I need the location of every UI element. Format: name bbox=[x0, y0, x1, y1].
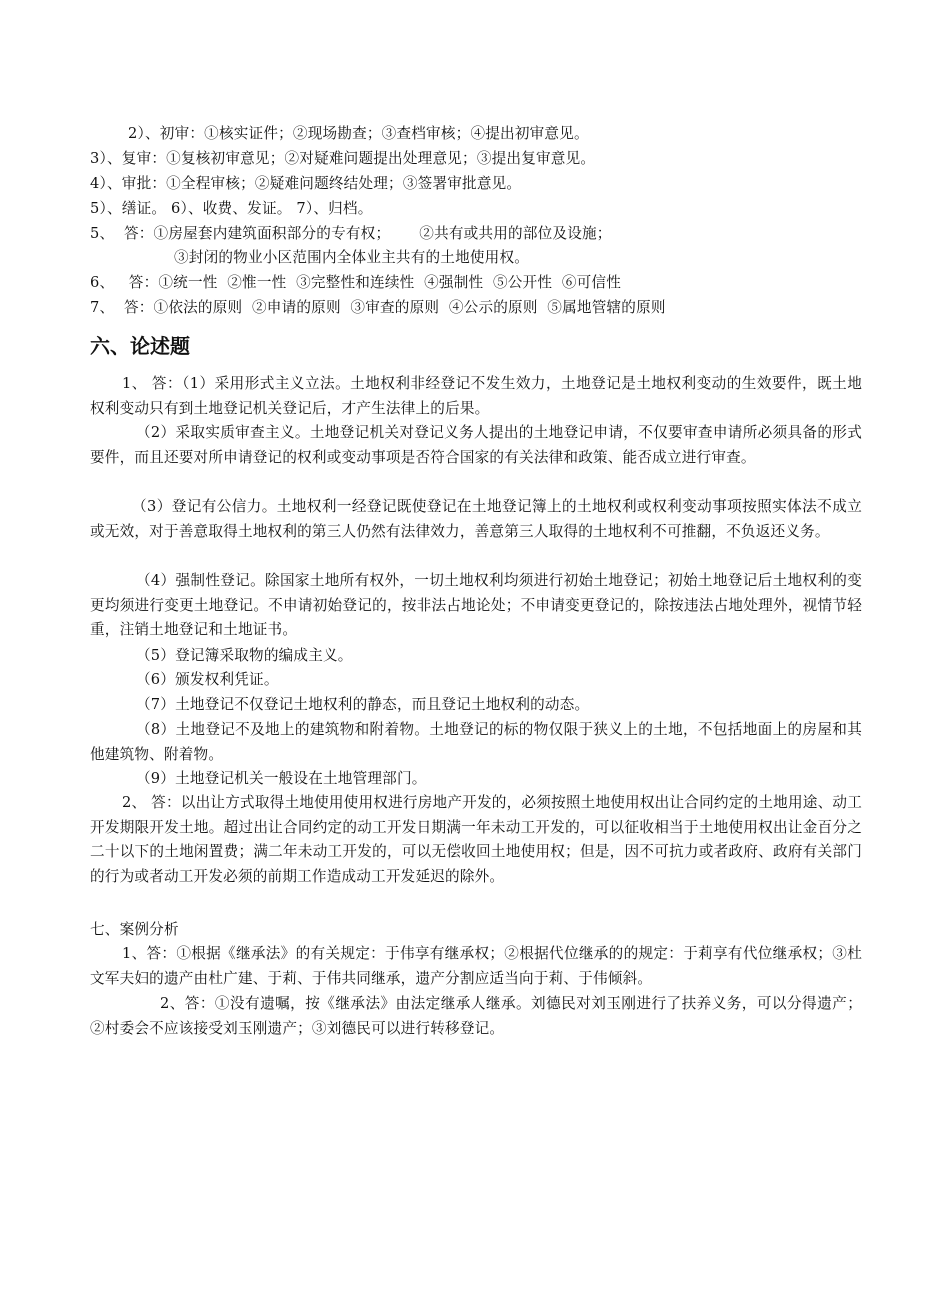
case-answer-1: 1、答：①根据《继承法》的有关规定：于伟享有继承权；②根据代位继承的的规定：于莉享有代位继承权；③杜文军夫妇的遗产由杜广建、于莉、于伟共同继承，遗产分割应适当向于莉、于伟倾斜。 bbox=[90, 945, 862, 987]
answer-6: 6、 答：①统一性 ②惟一性 ③完整性和连续性 ④强制性 ⑤公开性 ⑥可信性 bbox=[90, 274, 622, 291]
discussion-point-7: （7）土地登记不仅登记土地权利的静态，而且登记土地权利的动态。 bbox=[136, 696, 590, 713]
discussion-point-4: （4）强制性登记。除国家土地所有权外，一切土地权利均须进行初始土地登记；初始土地登记后土地权利的变更均须进行变更土地登记。不申请初始登记的，按非法占地论处；不申请变更登记的，除按违法占地处理外，视情节轻重，注销土地登记和土地证书。 bbox=[90, 572, 862, 639]
discussion-point-5: （5）登记簿采取物的编成主义。 bbox=[136, 647, 353, 664]
list-item-initial-review: 2）、初审：①核实证件；②现场勘查；③查档审核；④提出初审意见。 bbox=[128, 125, 589, 142]
answer-7: 7、 答：①依法的原则 ②申请的原则 ③审查的原则 ④公示的原则 ⑤属地管辖的原则 bbox=[90, 299, 666, 316]
discussion-point-9: （9）土地登记机关一般设在土地管理部门。 bbox=[136, 770, 427, 787]
discussion-answer-1: 1、 答：（1）采用形式主义立法。土地权利非经登记不发生效力，土地登记是土地权利变动的生效要件，既土地权利变动只有到土地登记机关登记后，才产生法律上的后果。 bbox=[90, 375, 862, 417]
answer-5: 5、 答：①房屋套内建筑面积部分的专有权； ②共有或共用的部位及设施； bbox=[90, 225, 612, 242]
discussion-point-3: （3）登记有公信力。土地权利一经登记既使登记在土地登记簿上的土地权利或权利变动事项按照实体法不成立或无效，对于善意取得土地权利的第三人仍然有法律效力，善意第三人取得的土地权利不可推翻，不负返还义务。 bbox=[90, 498, 862, 540]
section-heading-discussion: 六、论述题 bbox=[90, 334, 190, 358]
discussion-point-8: （8）土地登记不及地上的建筑物和附着物。土地登记的标的物仅限于狭义上的土地，不包括地面上的房屋和其他建筑物、附着物。 bbox=[90, 721, 862, 763]
answer-5-continuation: ③封闭的物业小区范围内全体业主共有的土地使用权。 bbox=[174, 249, 530, 266]
case-answer-2: 2、答：①没有遗嘱，按《继承法》由法定继承人继承。刘德民对刘玉刚进行了扶养义务，可以分得遗产；②村委会不应该接受刘玉刚遗产；③刘德民可以进行转移登记。 bbox=[90, 995, 862, 1037]
discussion-point-6: （6）颁发权利凭证。 bbox=[136, 671, 279, 688]
discussion-answer-2: 2、 答：以出让方式取得土地使用使用权进行房地产开发的，必须按照土地使用权出让合同约定的土地用途、动工开发期限开发土地。超过出让合同约定的动工开发日期满一年未动工开发的，可以征收相当于土地使用权出让金百分之二十以下的土地闲置费；满二年未动工开发的，可以无偿收回土地使用权；但是，因不可抗力或者政府、政府有关部门的行为或者动工开发必须的前期工作造成动工开发延迟的除外。 bbox=[90, 794, 862, 885]
list-item-certificate-steps: 5）、缮证。 6）、收费、发证。 7）、归档。 bbox=[90, 200, 373, 217]
discussion-point-2: （2）采取实质审查主义。土地登记机关对登记义务人提出的土地登记申请，不仅要审查申请所必须具备的形式要件，而且还要对所申请登记的权利或变动事项是否符合国家的有关法律和政策、能否成立进行审查。 bbox=[90, 424, 862, 466]
section-heading-case-analysis: 七、案例分析 bbox=[90, 921, 179, 938]
list-item-second-review: 3）、复审：①复核初审意见；②对疑难问题提出处理意见；③提出复审意见。 bbox=[90, 150, 596, 167]
list-item-approval: 4）、审批：①全程审核；②疑难问题终结处理；③签署审批意见。 bbox=[90, 175, 522, 192]
